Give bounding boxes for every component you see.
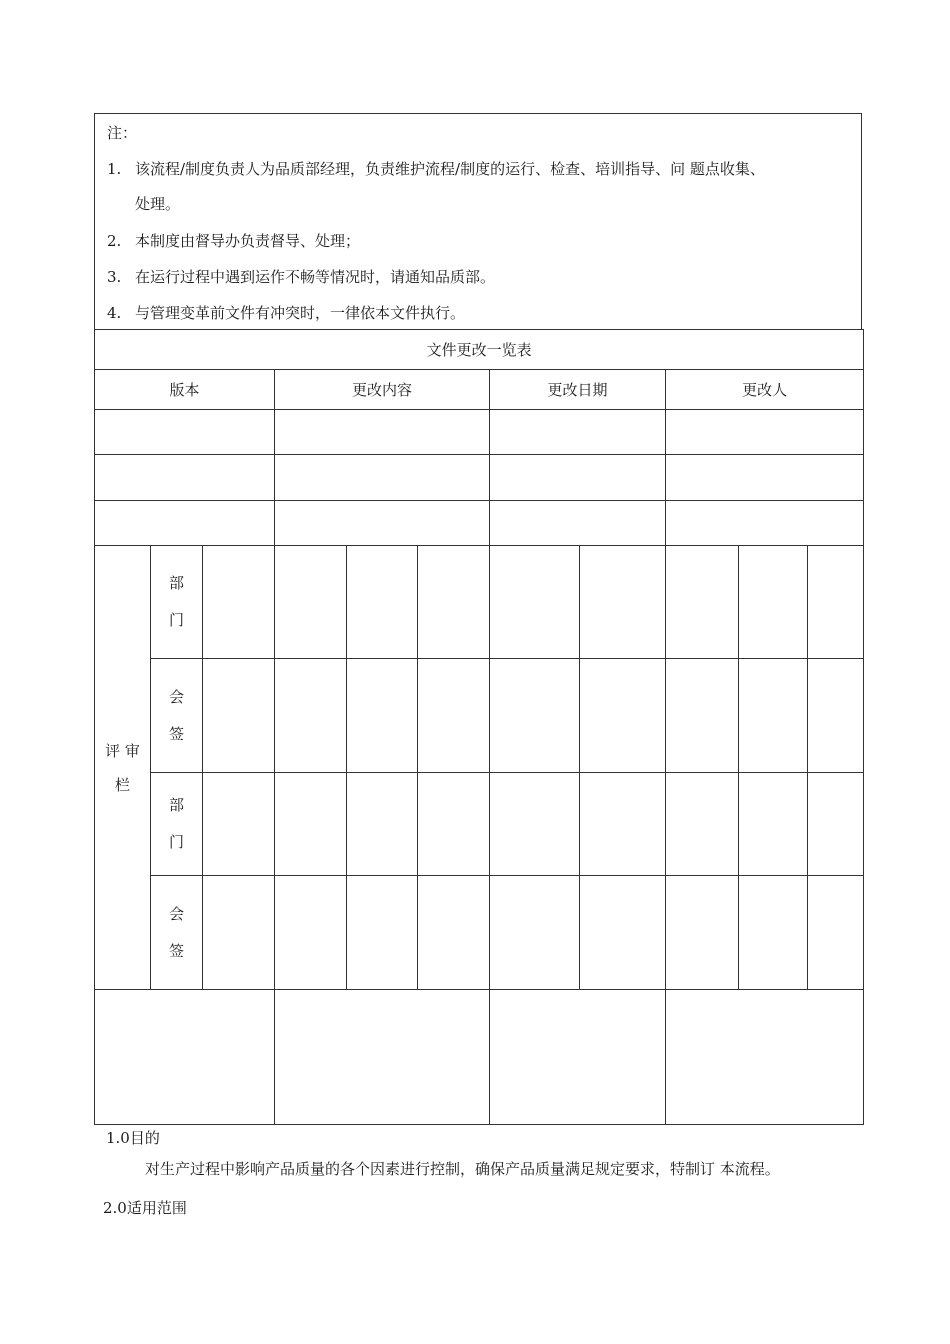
note-text: 在运行过程中遇到运作不畅等情况时，请通知品质部。 (135, 268, 496, 286)
review-cell[interactable] (808, 876, 864, 990)
table-row (95, 990, 864, 1125)
review-cell[interactable] (739, 773, 808, 876)
header-changed-by: 更改人 (666, 370, 864, 410)
review-cell[interactable] (490, 659, 580, 773)
version-cell[interactable] (95, 410, 275, 455)
review-row-label-dept: 部 门 (151, 773, 203, 876)
review-row (95, 876, 864, 990)
version-cell[interactable] (95, 501, 275, 546)
change-table-title: 文件更改一览表 (95, 330, 864, 370)
note-item-4 (107, 302, 465, 323)
note-text: 本制度由督导办负责督导、处理； (135, 232, 361, 250)
content-cell[interactable] (275, 455, 490, 501)
review-cell[interactable] (580, 876, 666, 990)
review-cell[interactable] (666, 659, 739, 773)
notes-heading: 注： (107, 124, 138, 142)
table-row (95, 455, 864, 501)
table-row (95, 410, 864, 455)
review-section-label: 评 审 栏 (95, 546, 151, 990)
review-cell[interactable] (347, 546, 418, 659)
review-cell[interactable] (203, 659, 275, 773)
note-text: 该流程/制度负责人为品质部经理，负责维护流程/制度的运行、检查、培训指导、问 题点收集、 (135, 160, 765, 178)
review-cell[interactable] (203, 546, 275, 659)
note-number: 1. (107, 160, 122, 178)
review-cell[interactable] (666, 546, 739, 659)
review-cell[interactable] (275, 876, 347, 990)
review-cell[interactable] (418, 659, 490, 773)
review-cell[interactable] (203, 773, 275, 876)
review-row-label-countersign: 会 签 (151, 659, 203, 773)
note-text: 与管理变革前文件有冲突时，一律依本文件执行。 (135, 304, 466, 322)
content-cell[interactable] (275, 501, 490, 546)
change-log-table (94, 329, 864, 1125)
footer-cell[interactable] (95, 990, 275, 1125)
review-cell[interactable] (275, 659, 347, 773)
date-cell[interactable] (490, 501, 666, 546)
review-cell[interactable] (739, 876, 808, 990)
review-cell[interactable] (418, 773, 490, 876)
review-cell[interactable] (580, 546, 666, 659)
review-cell[interactable] (739, 659, 808, 773)
version-cell[interactable] (95, 455, 275, 501)
review-cell[interactable] (347, 773, 418, 876)
changer-cell[interactable] (666, 501, 864, 546)
review-cell[interactable] (490, 876, 580, 990)
review-cell[interactable] (275, 546, 347, 659)
section-1-body: 对生产过程中影响产品质量的各个因素进行控制，确保产品质量满足规定要求，特制订 本流程。 (145, 1160, 780, 1178)
header-version: 版本 (95, 370, 275, 410)
changer-cell[interactable] (666, 455, 864, 501)
note-item-2 (107, 230, 360, 251)
date-cell[interactable] (490, 455, 666, 501)
review-cell[interactable] (490, 773, 580, 876)
date-cell[interactable] (490, 410, 666, 455)
review-cell[interactable] (418, 876, 490, 990)
header-change-date: 更改日期 (490, 370, 666, 410)
table-row (95, 501, 864, 546)
content-cell[interactable] (275, 410, 490, 455)
note-item-3 (107, 266, 495, 287)
review-cell[interactable] (666, 773, 739, 876)
note-number: 2. (107, 232, 122, 250)
changer-cell[interactable] (666, 410, 864, 455)
review-row-label-dept: 部 门 (151, 546, 203, 659)
review-cell[interactable] (808, 659, 864, 773)
review-cell[interactable] (808, 546, 864, 659)
review-cell[interactable] (739, 546, 808, 659)
review-cell[interactable] (275, 773, 347, 876)
review-cell[interactable] (418, 546, 490, 659)
review-cell[interactable] (347, 659, 418, 773)
note-item-1 (107, 158, 765, 179)
header-change-content: 更改内容 (275, 370, 490, 410)
section-2-title: 2.0适用范围 (103, 1199, 187, 1217)
note-item-1-continuation: 处理。 (135, 195, 181, 213)
review-cell[interactable] (808, 773, 864, 876)
review-cell[interactable] (347, 876, 418, 990)
footer-cell[interactable] (666, 990, 864, 1125)
review-row (95, 659, 864, 773)
note-number: 4. (107, 304, 122, 322)
review-cell[interactable] (666, 876, 739, 990)
review-cell[interactable] (580, 773, 666, 876)
review-row (95, 546, 864, 659)
section-1-title: 1.0目的 (106, 1129, 160, 1147)
footer-cell[interactable] (275, 990, 490, 1125)
review-row-label-countersign: 会 签 (151, 876, 203, 990)
review-cell[interactable] (203, 876, 275, 990)
review-row (95, 773, 864, 876)
review-cell[interactable] (490, 546, 580, 659)
footer-cell[interactable] (490, 990, 666, 1125)
review-cell[interactable] (580, 659, 666, 773)
notes-box (94, 113, 862, 329)
note-number: 3. (107, 268, 122, 286)
